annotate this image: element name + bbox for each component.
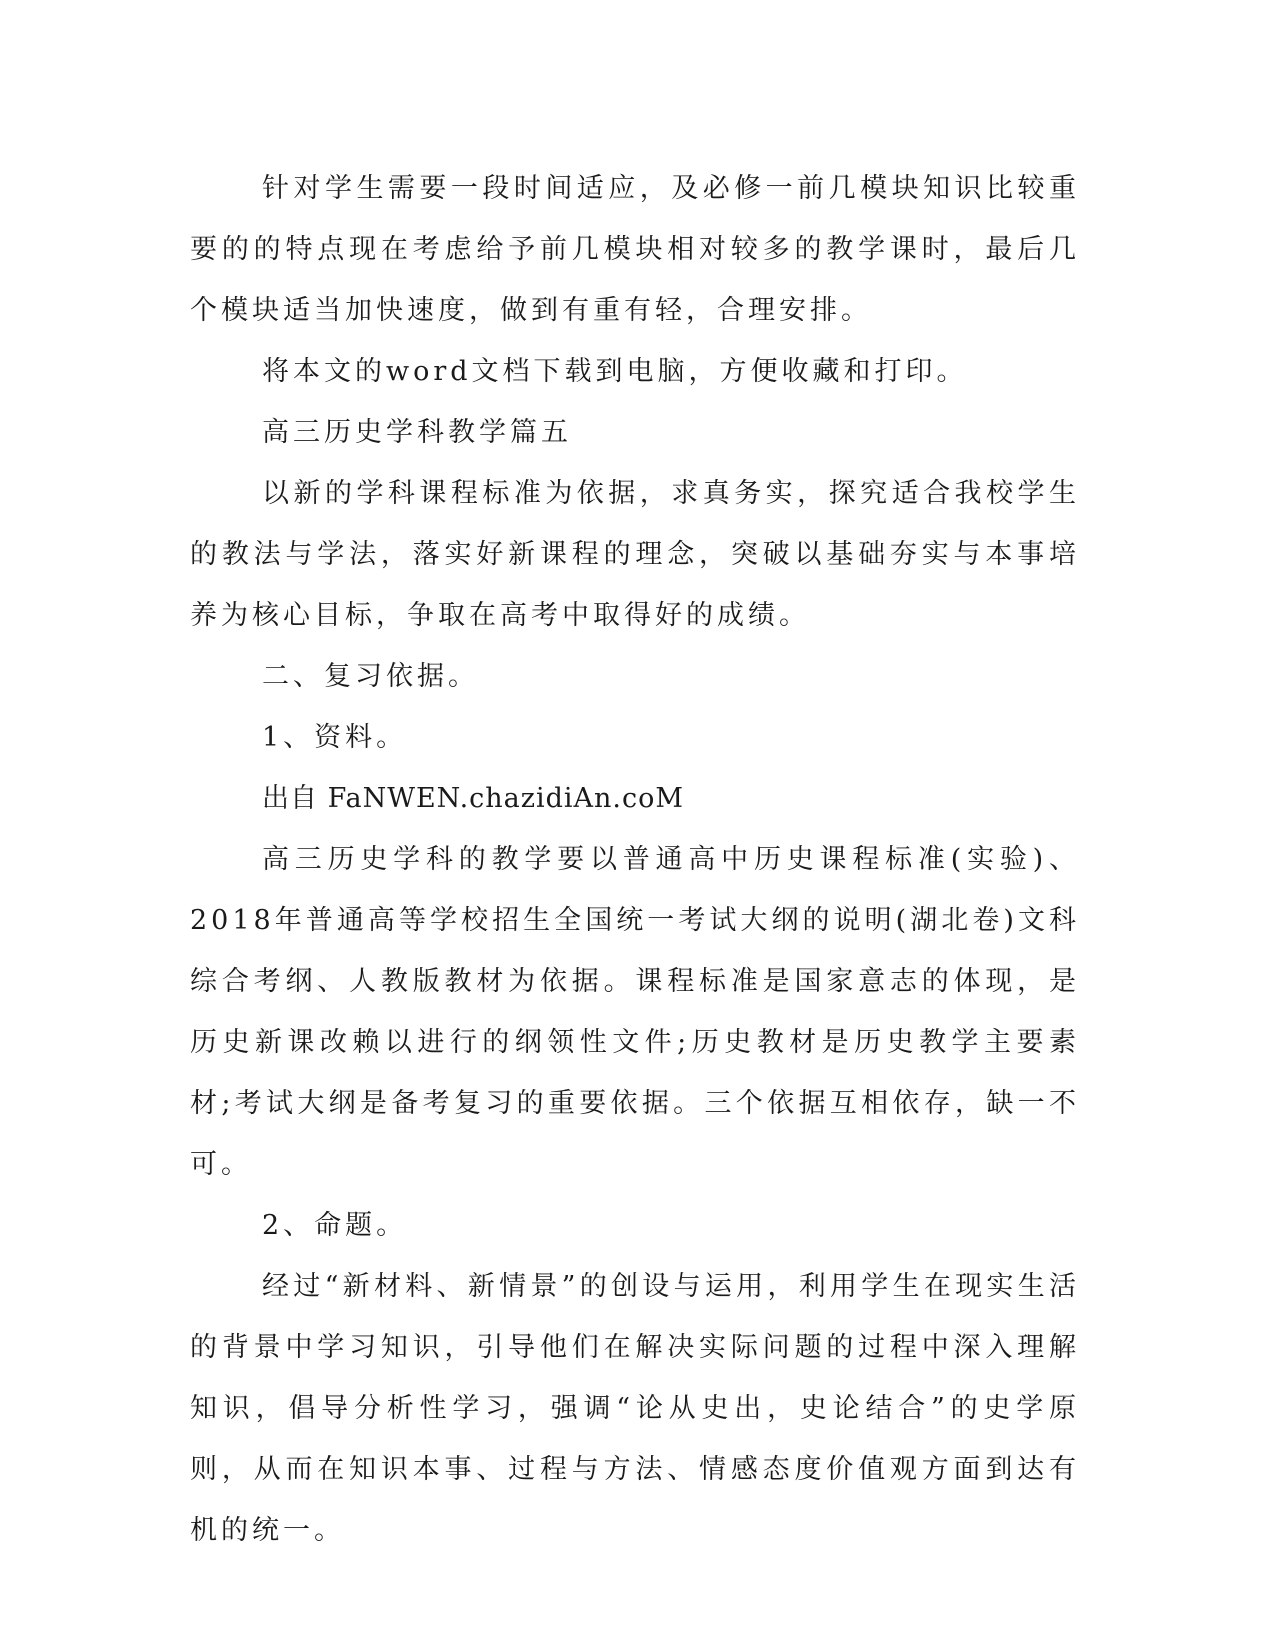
paragraph-1: 针对学生需要一段时间适应，及必修一前几模块知识比较重要的的特点现在考虑给予前几模块相对较多的教学课时，最后几个模块适当加快速度，做到有重有轻，合理安排。 [190, 173, 1080, 326]
source-line: 出自 FaNWEN.chazidiAn.coM [262, 783, 685, 814]
heading-proposition: 2、命题。 [262, 1210, 408, 1241]
paragraph-goal: 以新的学科课程标准为依据，求真务实，探究适合我校学生的教法与学法，落实好新课程的理念，突破以基础夯实与本事培养为核心目标，争取在高考中取得好的成绩。 [190, 478, 1080, 631]
heading-review-basis: 二、复习依据。 [262, 661, 479, 692]
document-body [190, 158, 1080, 1561]
section-title: 高三历史学科教学篇五 [262, 417, 572, 448]
heading-materials: 1、资料。 [262, 722, 408, 753]
paragraph-proposition: 经过“新材料、新情景”的创设与运用，利用学生在现实生活的背景中学习知识，引导他们在解决实际问题的过程中深入理解知识，倡导分析性学习，强调“论从史出，史论结合”的史学原则，从而在知识本事、过程与方法、情感态度价值观方面到达有机的统一。 [190, 1271, 1080, 1546]
download-note: 将本文的word文档下载到电脑，方便收藏和打印。 [262, 356, 968, 387]
paragraph-basis: 高三历史学科的教学要以普通高中历史课程标准(实验)、2018年普通高等学校招生全国统一考试大纲的说明(湖北卷)文科综合考纲、人教版教材为依据。课程标准是国家意志的体现，是历史新课改赖以进行的纲领性文件;历史教材是历史教学主要素材;考试大纲是备考复习的重要依据。三个依据互相依存，缺一不可。 [190, 844, 1080, 1180]
